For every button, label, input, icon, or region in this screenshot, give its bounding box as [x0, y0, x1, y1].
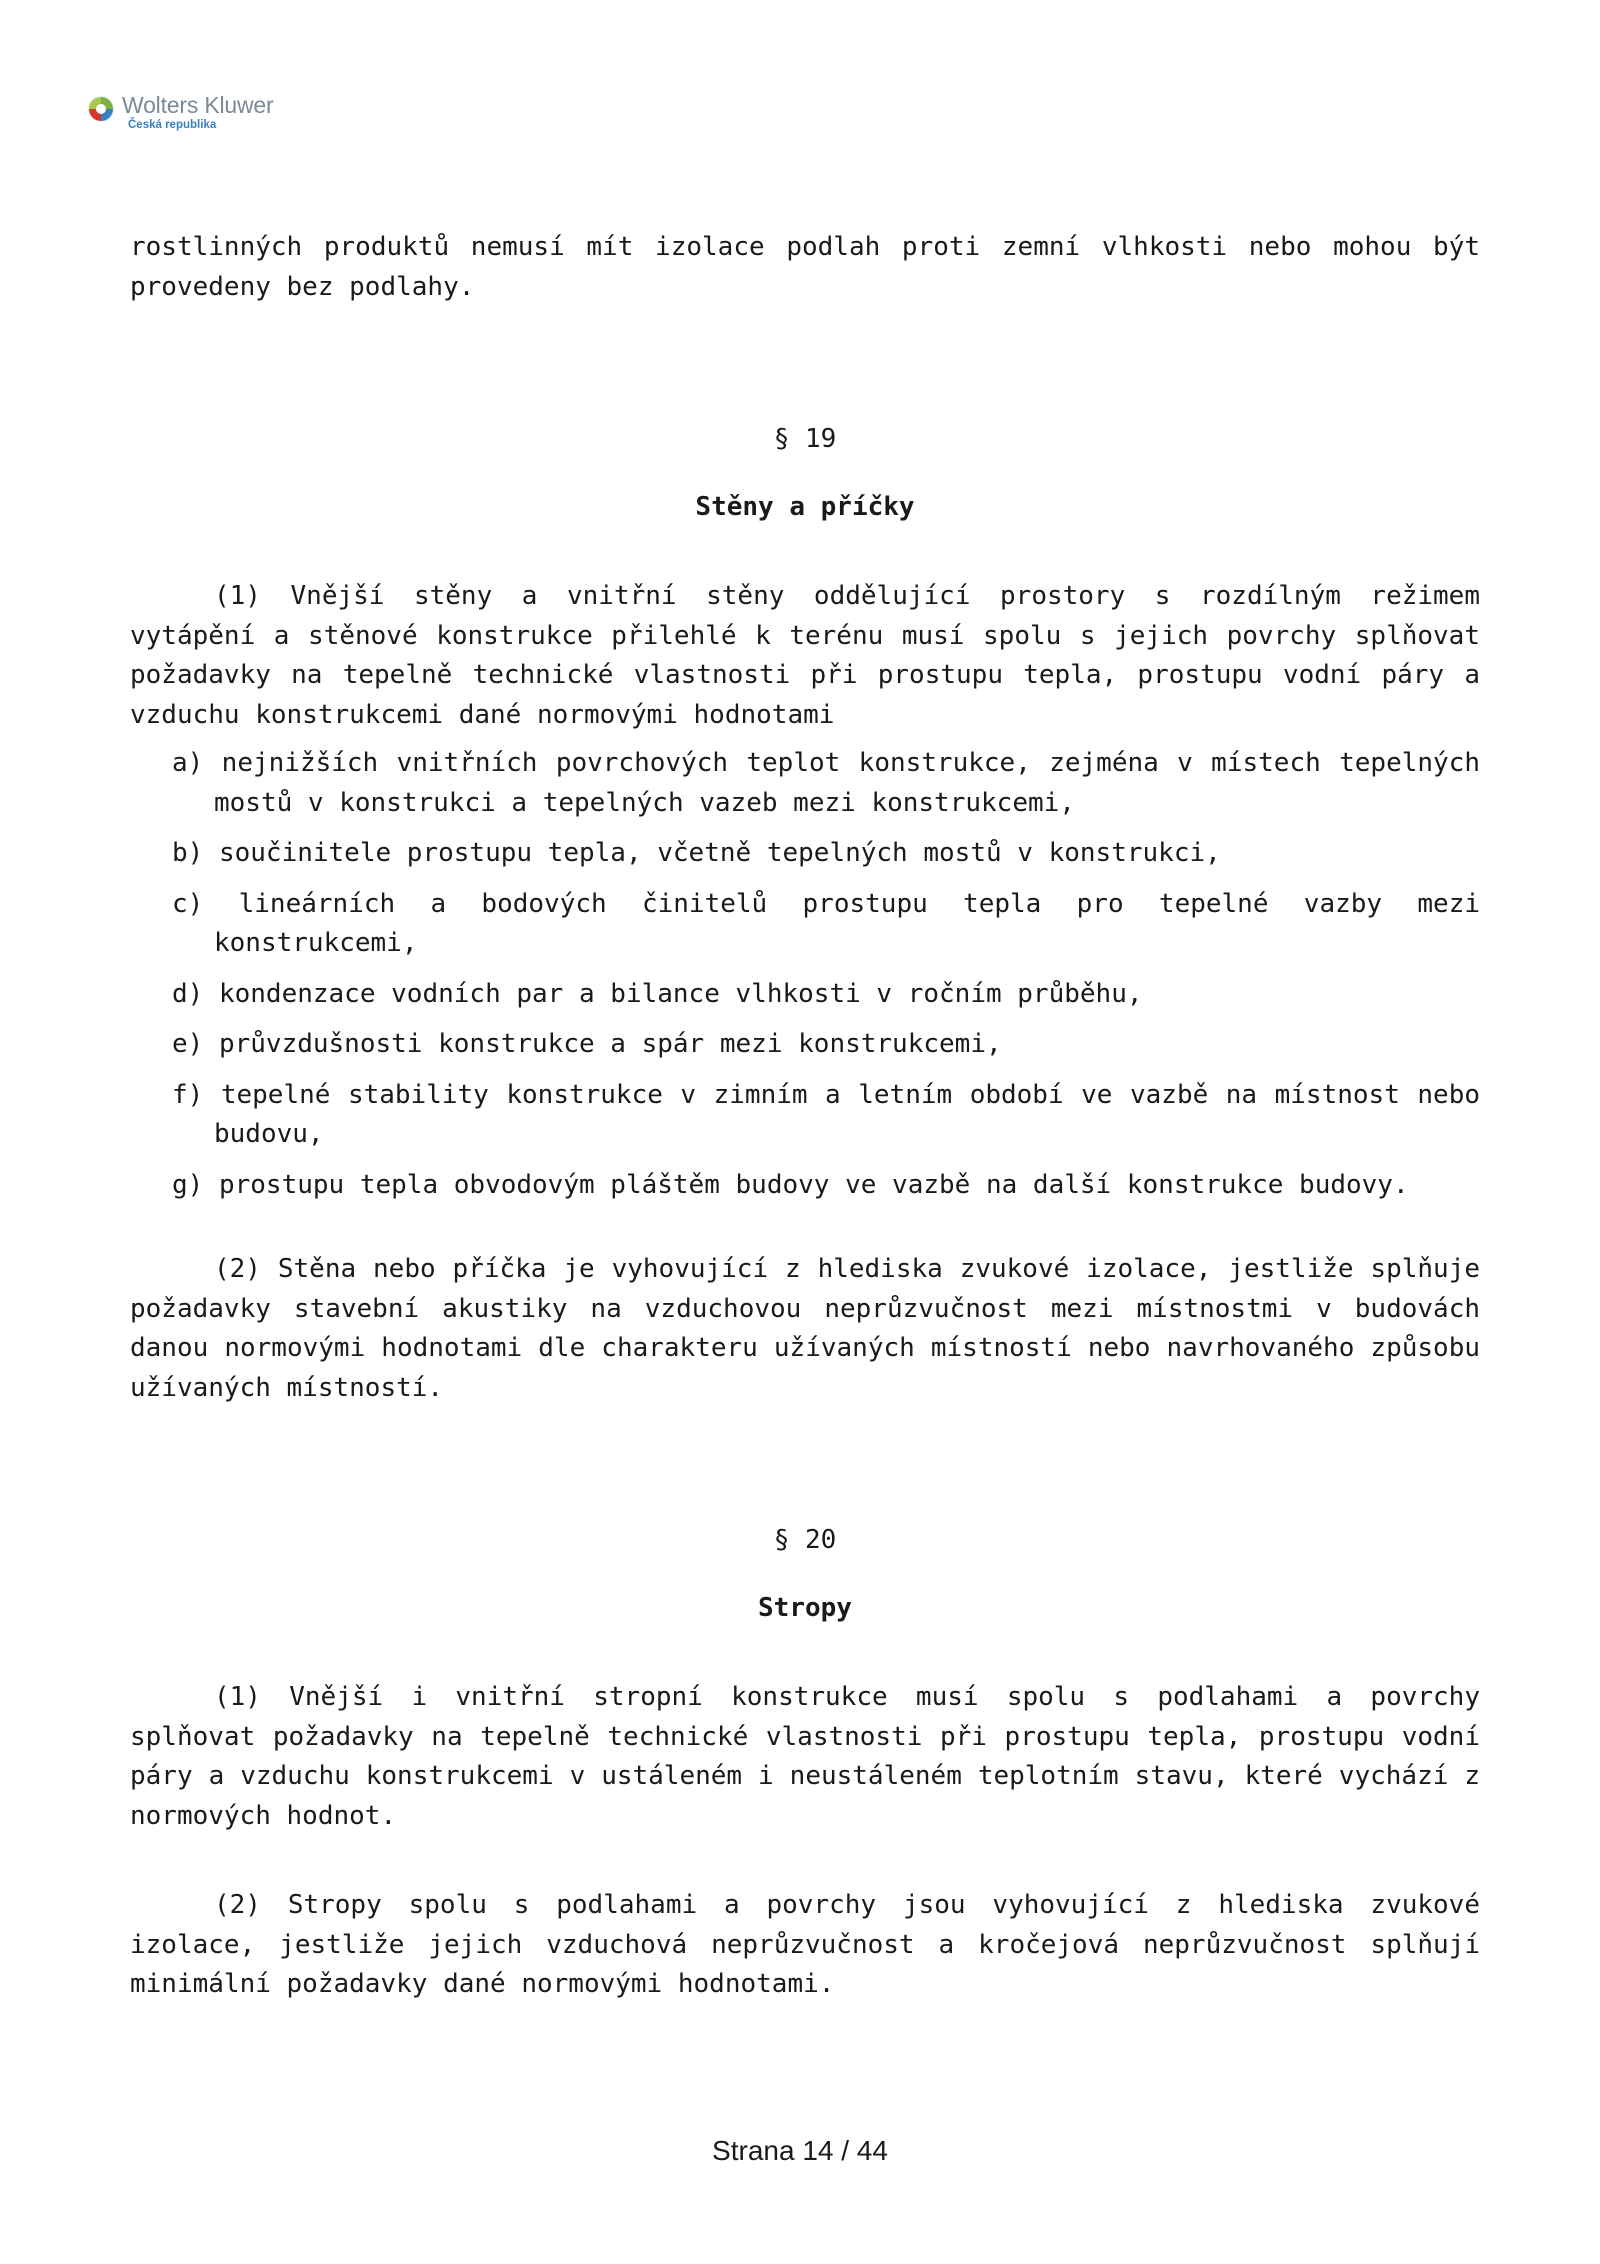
list-item: g) prostupu tepla obvodovým pláštěm budovy ve vazbě na další konstrukce budovy. — [172, 1169, 1409, 1200]
section-19-paragraph-1: (1) Vnější stěny a vnitřní stěny oddělující prostory s rozdílným režimem vytápění a stěnové konstrukce přilehlé k terénu musí spolu s jejich povrchy splňovat požadavky na tepelně technické vlastnosti při prostupu tepla, prostupu vodní páry a vzduchu konstrukcemi dané normovými hodnotami — [130, 581, 1480, 730]
list-item: f) tepelné stability konstrukce v zimním a letním období ve vazbě na místnost nebo budovu, — [172, 1079, 1480, 1149]
section-20-paragraph-2: (2) Stropy spolu s podlahami a povrchy jsou vyhovující z hlediska zvukové izolace, jestliže jejich vzduchová neprůzvučnost a kročejová neprůzvučnost splňují minimální požadavky dané normovými hodnotami. — [130, 1890, 1480, 1999]
section-20-paragraph-1: (1) Vnější i vnitřní stropní konstrukce musí spolu s podlahami a povrchy splňovat požadavky na tepelně technické vlastnosti při prostupu tepla, prostupu vodní páry a vzduchu konstrukcemi v ustáleném i neustáleném teplotním stavu, které vychází z normových hodnot. — [130, 1682, 1480, 1831]
list-item: a) nejnižších vnitřních povrchových teplot konstrukce, zejména v místech tepelných mostů v konstrukci a tepelných vazeb mezi konstrukcemi, — [172, 748, 1480, 818]
brand-name: Wolters Kluwer — [122, 92, 274, 118]
section-19-paragraph-2: (2) Stěna nebo příčka je vyhovující z hlediska zvukové izolace, jestliže splňuje požadavky stavební akustiky na vzduchovou neprůzvučnost mezi místnostmi v budovách danou normovými hodnotami dle charakteru užívaných místností nebo navrhovaného způsobu užívaných místností. — [130, 1254, 1480, 1403]
wolters-kluwer-logo-icon — [86, 94, 116, 124]
intro-paragraph: rostlinných produktů nemusí mít izolace podlah proti zemní vlhkosti nebo mohou být provedeny bez podlahy. — [130, 232, 1480, 302]
section-20-number: § 20 — [773, 1525, 837, 1555]
list-item: e) průvzdušnosti konstrukce a spár mezi konstrukcemi, — [172, 1029, 1002, 1059]
page-number: Strana 14 / 44 — [712, 2135, 888, 2166]
list-item: c) lineárních a bodových činitelů prostupu tepla pro tepelné vazby mezi konstrukcemi, — [172, 888, 1480, 958]
brand-subtitle: Česká republika — [128, 119, 217, 131]
brand-logo — [86, 92, 273, 132]
list-item: b) součinitele prostupu tepla, včetně tepelných mostů v konstrukci, — [172, 838, 1221, 868]
section-19-title: Stěny a příčky — [695, 491, 915, 522]
section-20-title: Stropy — [758, 1592, 852, 1623]
section-19-list — [130, 744, 1480, 1205]
list-item: d) kondenzace vodních par a bilance vlhkosti v ročním průběhu, — [172, 978, 1143, 1009]
document-body — [130, 228, 1480, 2005]
section-19-number: § 19 — [773, 424, 837, 454]
